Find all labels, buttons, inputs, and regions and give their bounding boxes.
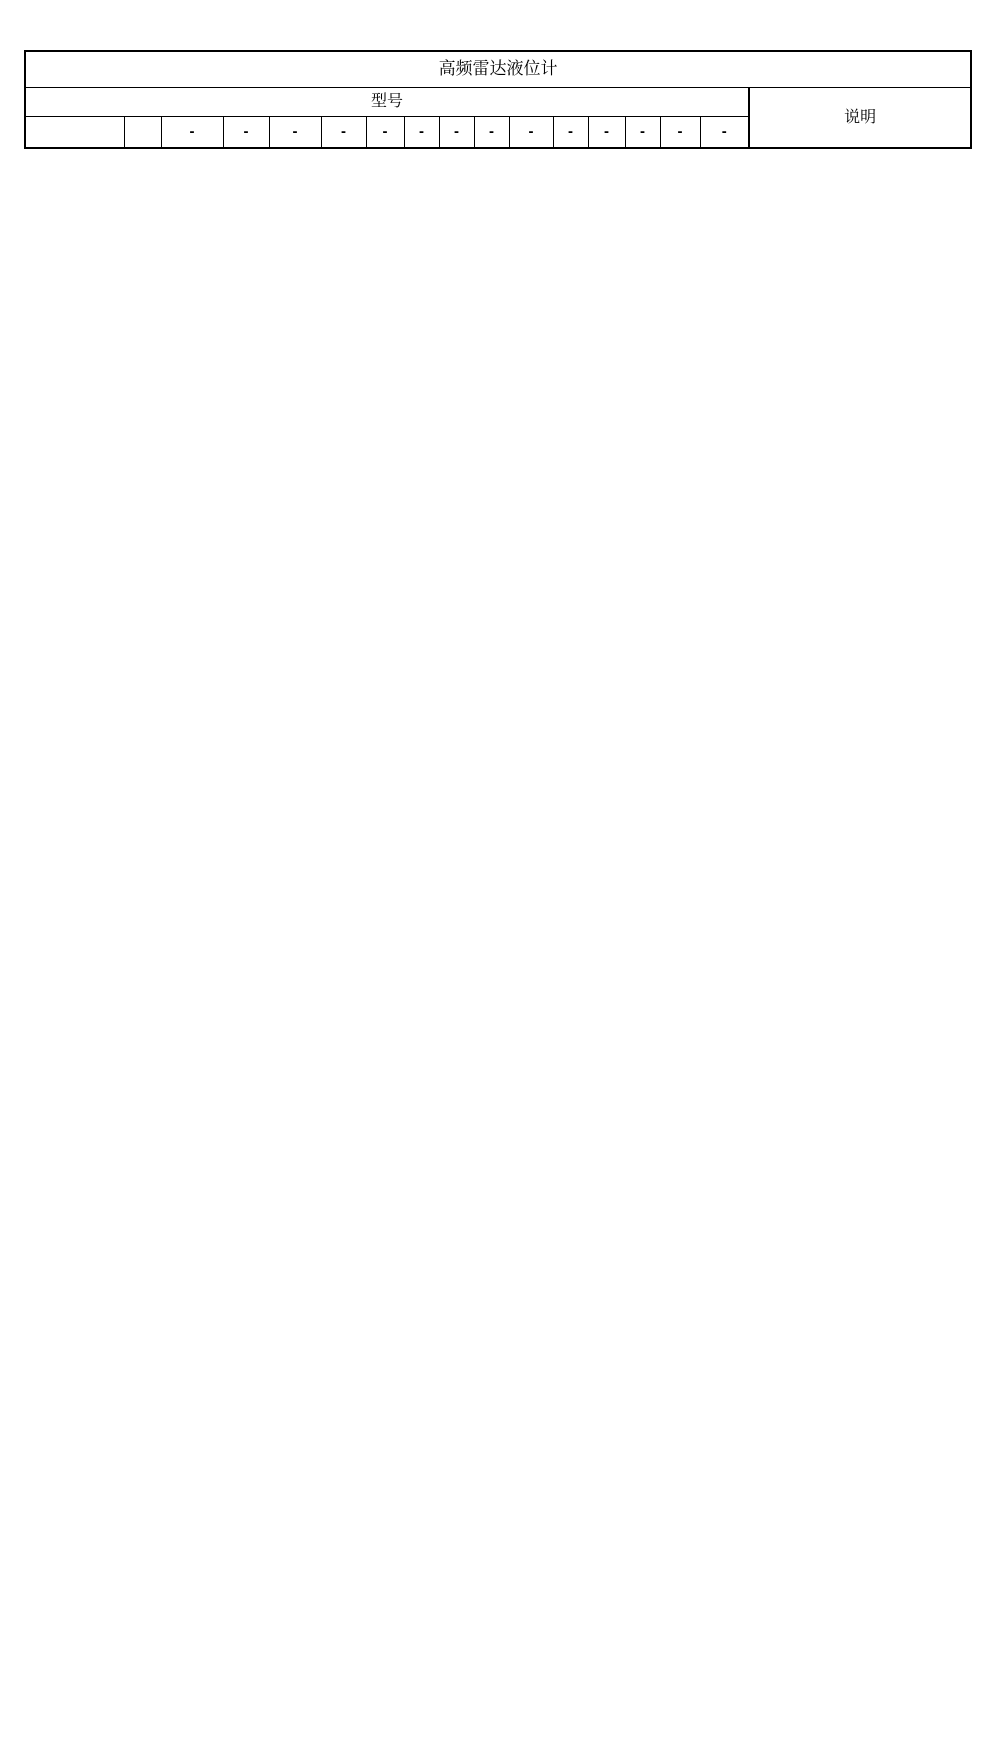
separator-cell: -: [553, 117, 588, 149]
separator-cell: -: [404, 117, 439, 149]
page-title: 高频雷达液位计: [25, 51, 971, 88]
separator-cell: -: [439, 117, 474, 149]
separator-cell: -: [321, 117, 366, 149]
separator-empty-cell: [25, 117, 124, 149]
separator-cell: -: [625, 117, 660, 149]
separator-cell: -: [509, 117, 553, 149]
separator-cell: -: [161, 117, 223, 149]
separator-cell: -: [474, 117, 509, 149]
title-row: [25, 51, 971, 88]
separator-cell: -: [366, 117, 404, 149]
model-selection-table: [24, 50, 972, 149]
separator-cell: -: [588, 117, 625, 149]
separator-cell: -: [223, 117, 269, 149]
separator-cell: -: [269, 117, 321, 149]
separator-empty-cell: [124, 117, 161, 149]
description-header: 说明: [749, 88, 971, 149]
model-header: 型号: [25, 88, 749, 117]
separator-cell: -: [660, 117, 700, 149]
model-selection-sheet: [24, 50, 972, 149]
header-row: [25, 88, 971, 117]
separator-cell: -: [700, 117, 749, 149]
